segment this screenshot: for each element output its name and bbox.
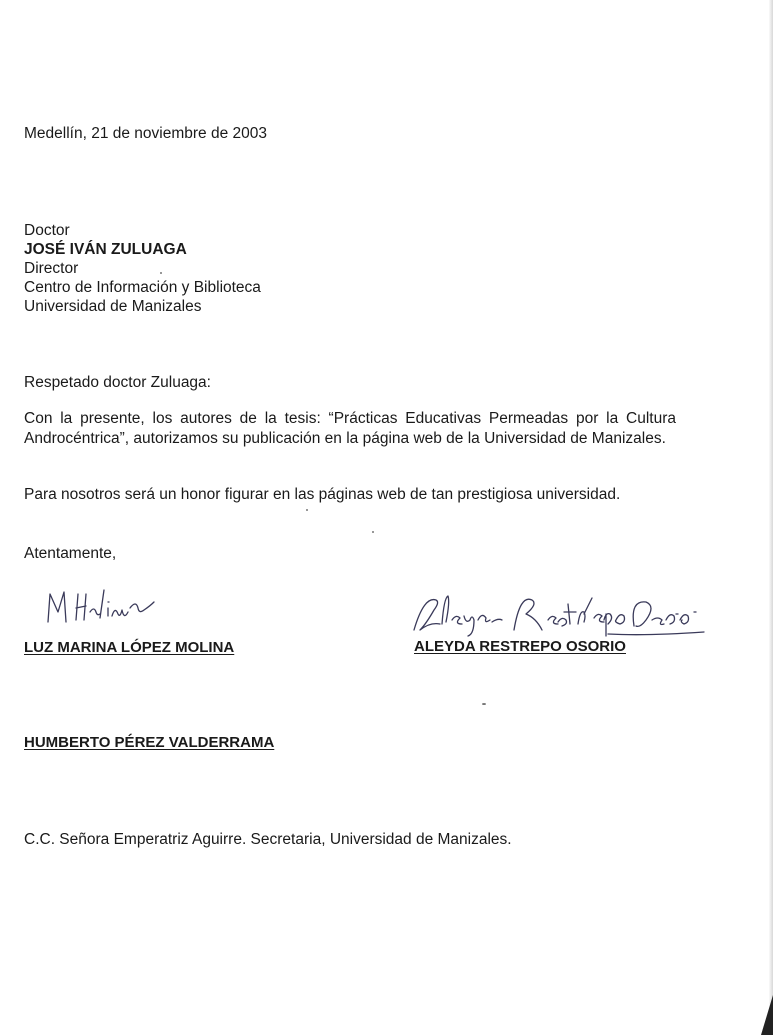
signatory-name-1: LUZ MARINA LÓPEZ MOLINA bbox=[24, 639, 235, 656]
scan-speck bbox=[306, 509, 308, 511]
recipient-department: Centro de Información y Biblioteca bbox=[24, 279, 261, 296]
scan-speck bbox=[482, 703, 486, 705]
signature-aleyda bbox=[408, 590, 708, 642]
cc-line: C.C. Señora Emperatriz Aguirre. Secretaria, Universidad de Manizales. bbox=[24, 831, 512, 848]
signatory-name-2: ALEYDA RESTREPO OSORIO bbox=[414, 638, 626, 655]
recipient-block bbox=[24, 221, 261, 316]
salutation: Respetado doctor Zuluaga: bbox=[24, 374, 211, 391]
scan-speck bbox=[160, 272, 162, 274]
recipient-position: Director bbox=[24, 260, 79, 277]
recipient-institution: Universidad de Manizales bbox=[24, 298, 202, 315]
scan-corner-shadow bbox=[761, 995, 773, 1035]
signatory-name-3: HUMBERTO PÉREZ VALDERRAMA bbox=[24, 734, 275, 751]
body-paragraph-2: Para nosotros será un honor figurar en las páginas web de tan prestigiosa universidad. bbox=[24, 486, 621, 503]
scan-edge bbox=[769, 0, 773, 1035]
recipient-title: Doctor bbox=[24, 222, 70, 239]
letter-date: Medellín, 21 de noviembre de 2003 bbox=[24, 125, 267, 142]
signature-luz-marina bbox=[40, 582, 170, 632]
scan-speck bbox=[372, 531, 374, 533]
body-paragraph-1: Con la presente, los autores de la tesis: “Prácticas Educativas Permeadas por la Cultura Androcéntrica”, autorizamos su publicación en la página web de la Universidad de Manizales. bbox=[24, 410, 676, 447]
closing: Atentamente, bbox=[24, 545, 117, 562]
recipient-name: JOSÉ IVÁN ZULUAGA bbox=[24, 241, 187, 258]
